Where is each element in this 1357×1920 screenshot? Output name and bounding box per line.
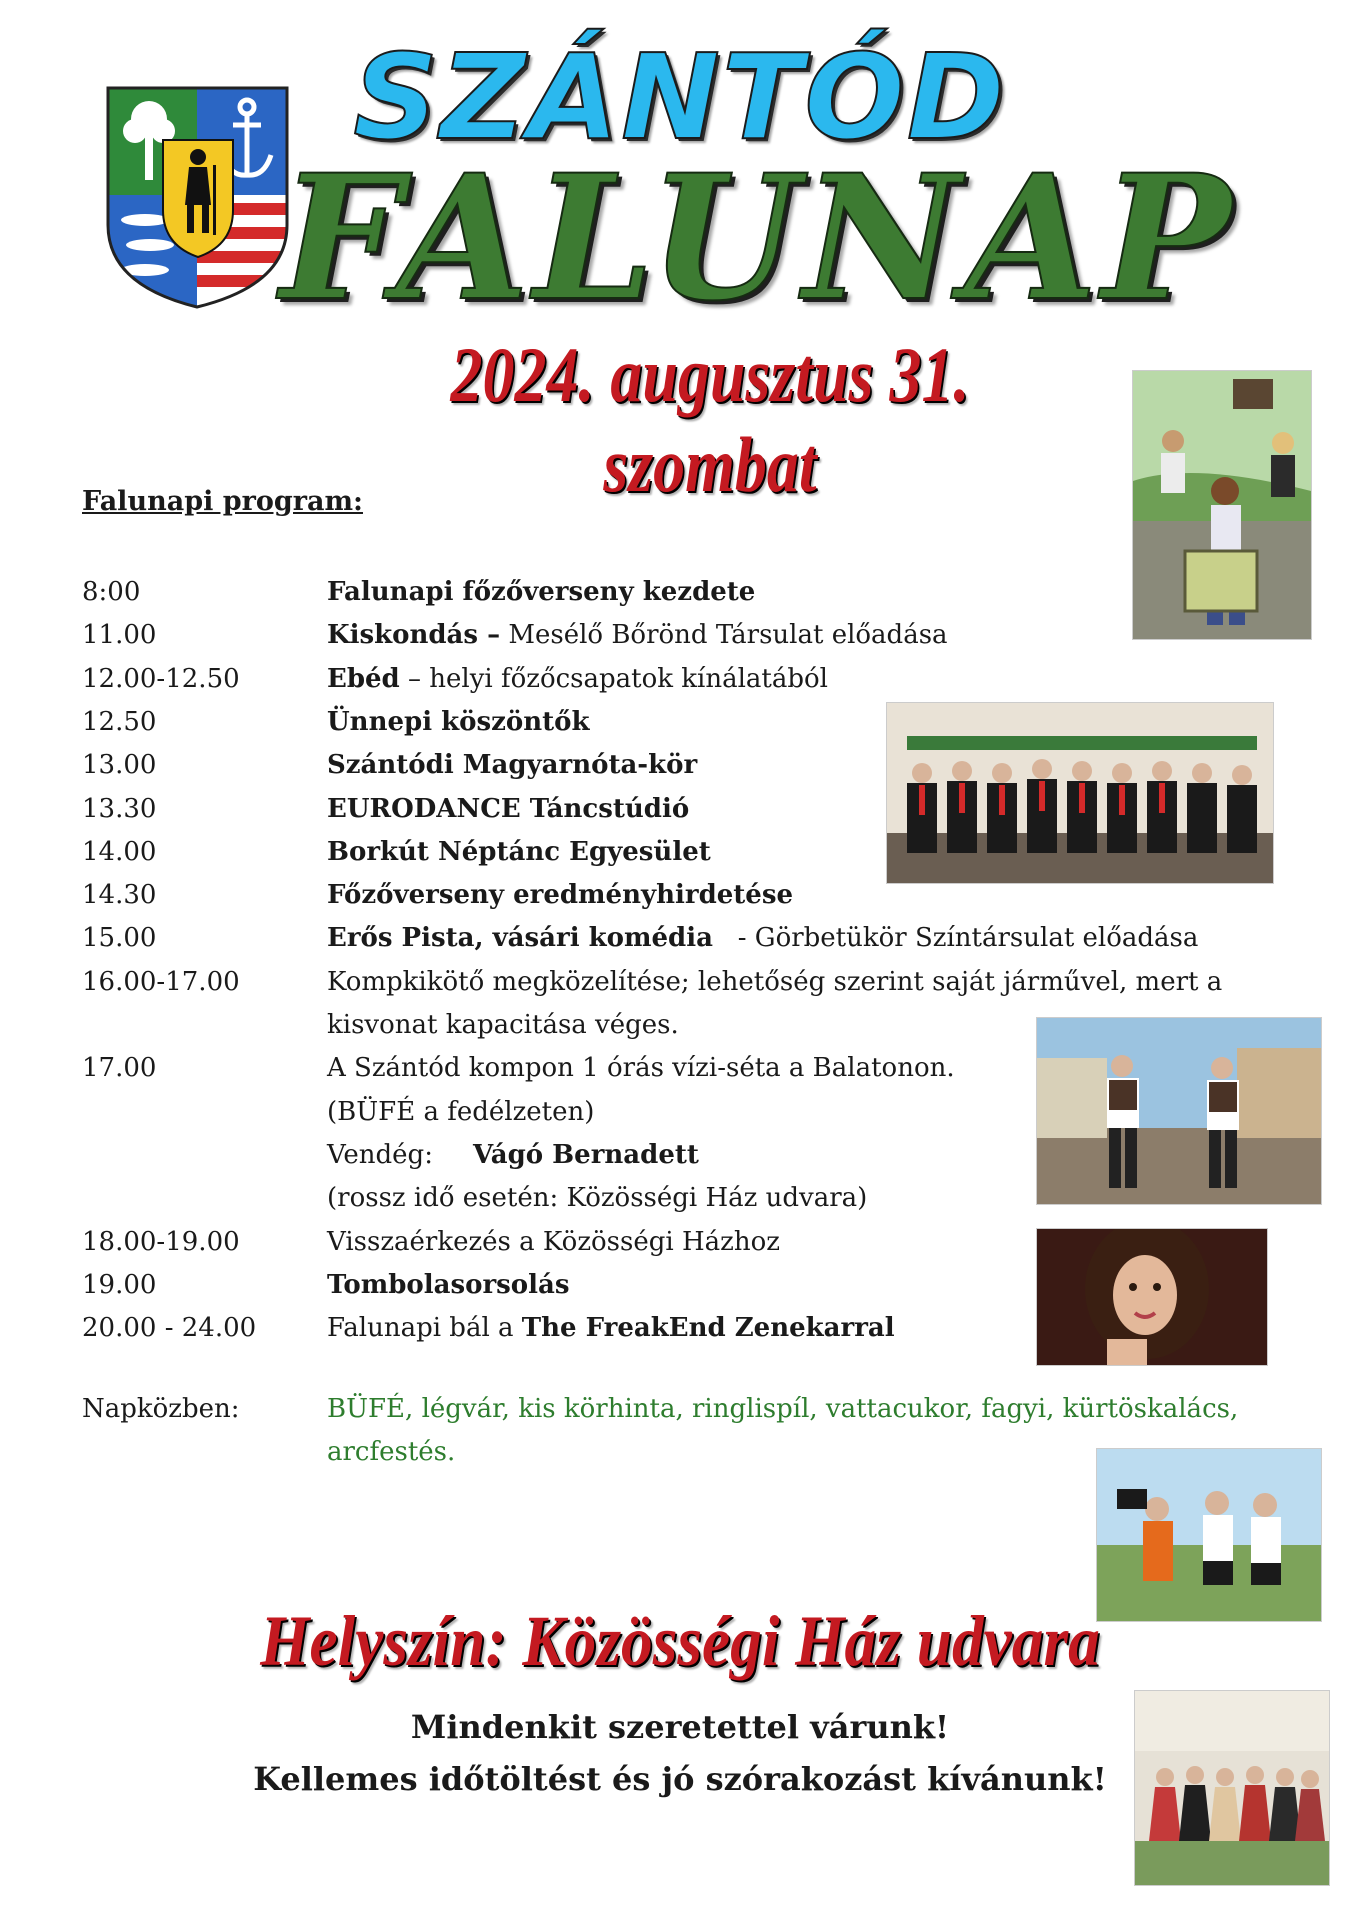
program-item-detail: (BÜFÉ a fedélzeten) [327, 1097, 595, 1127]
program-time: 14.30 [82, 880, 157, 910]
program-time: 16.00-17.00 [82, 967, 240, 997]
program-item [327, 1012, 679, 1038]
location-heading: Helyszín: Közösségi Ház udvara [260, 1601, 1100, 1681]
event-date: 2024. augusztus 31. szombat [450, 331, 970, 508]
program-item-detail: (rossz idő esetén: Közösségi Ház udvara) [327, 1183, 868, 1213]
title-village-name: SZÁNTÓD [353, 28, 1007, 166]
program-item-detail: kisvonat kapacitása véges. [327, 1010, 679, 1040]
program-time: 12.00-12.50 [82, 664, 240, 694]
program-item-title: EURODANCE Táncstúdió [327, 794, 690, 824]
program-item [327, 882, 793, 908]
program-time: 11.00 [82, 620, 157, 650]
program-item-title: Erős Pista, vásári komédia [327, 923, 713, 953]
program-item [327, 925, 1198, 951]
program-time: 13.00 [82, 750, 157, 780]
photo-dance-group [1096, 1448, 1322, 1622]
daytime-activities-line1: BÜFÉ, légvár, kis körhinta, ringlispíl, vattacukor, fagyi, kürtöskalács, [327, 1394, 1239, 1424]
program-item [327, 796, 689, 822]
wish-text: Kellemes időtöltést és jó szórakozást kívánunk! [253, 1760, 1107, 1798]
program-item-title: Ebéd [327, 664, 400, 694]
program-item [327, 622, 948, 648]
photo-theatre-actors [1036, 1017, 1322, 1205]
photo-folk-dancers [1134, 1690, 1330, 1886]
program-item-detail: - Görbetükör Színtársulat előadása [712, 923, 1199, 953]
program-time: 14.00 [82, 837, 157, 867]
program-time: 8:00 [82, 577, 141, 607]
program-time: 12.50 [82, 707, 157, 737]
program-heading: Falunapi program: [82, 486, 363, 517]
photo-singer-portrait [1036, 1228, 1268, 1366]
program-item [327, 1272, 569, 1298]
program-item-detail: – helyi főzőcsapatok kínálatából [399, 664, 828, 694]
program-item-title: Ünnepi köszöntők [327, 707, 590, 737]
program-item [327, 1099, 594, 1125]
program-time: 18.00-19.00 [82, 1227, 240, 1257]
program-item [327, 666, 828, 692]
program-item [327, 1055, 955, 1081]
program-item-title: Kiskondás – [327, 620, 501, 650]
program-item [327, 709, 590, 735]
program-item [327, 1142, 699, 1168]
guest-name: Vágó Bernadett [472, 1140, 699, 1170]
program-item [327, 752, 697, 778]
photo-choir [886, 702, 1274, 884]
program-item [327, 1315, 895, 1341]
program-item [327, 839, 711, 865]
daytime-activities-line2: arcfestés. [327, 1437, 456, 1467]
program-item-title: Tombolasorsolás [327, 1270, 570, 1300]
program-item-title: Falunapi főzőverseny kezdete [327, 577, 756, 607]
program-time: 19.00 [82, 1270, 157, 1300]
program-item [327, 969, 1222, 995]
program-item [327, 1185, 867, 1211]
program-item-detail: Visszaérkezés a Közösségi Házhoz [327, 1227, 780, 1257]
program-item-title: The FreakEnd Zenekarral [521, 1313, 895, 1343]
program-time: 20.00 - 24.00 [82, 1313, 257, 1343]
program-item-detail: Kompkikötő megközelítése; lehetőség szerint saját járművel, mert a [327, 967, 1223, 997]
daytime-label: Napközben: [82, 1394, 240, 1424]
program-item-detail: Mesélő Bőrönd Társulat előadása [500, 620, 948, 650]
program-time: 13.30 [82, 794, 157, 824]
program-item-title: Szántódi Magyarnóta-kör [327, 750, 698, 780]
program-item [327, 1229, 780, 1255]
photo-dancers-with-suitcase [1132, 370, 1312, 640]
program-time: 17.00 [82, 1053, 157, 1083]
program-item-title: Főzőverseny eredményhirdetése [327, 880, 794, 910]
coat-of-arms-logo [105, 85, 290, 310]
program-item-title: Borkút Néptánc Egyesület [327, 837, 711, 867]
program-item-prefix: Falunapi bál a [327, 1313, 522, 1343]
guest-label: Vendég: [327, 1140, 433, 1170]
program-item [327, 579, 755, 605]
program-item-detail: A Szántód kompon 1 órás vízi-séta a Balatonon. [327, 1053, 955, 1083]
welcome-text: Mindenkit szeretettel várunk! [410, 1708, 950, 1746]
title-event-name: FALUNAP [280, 136, 1236, 339]
program-time: 15.00 [82, 923, 157, 953]
